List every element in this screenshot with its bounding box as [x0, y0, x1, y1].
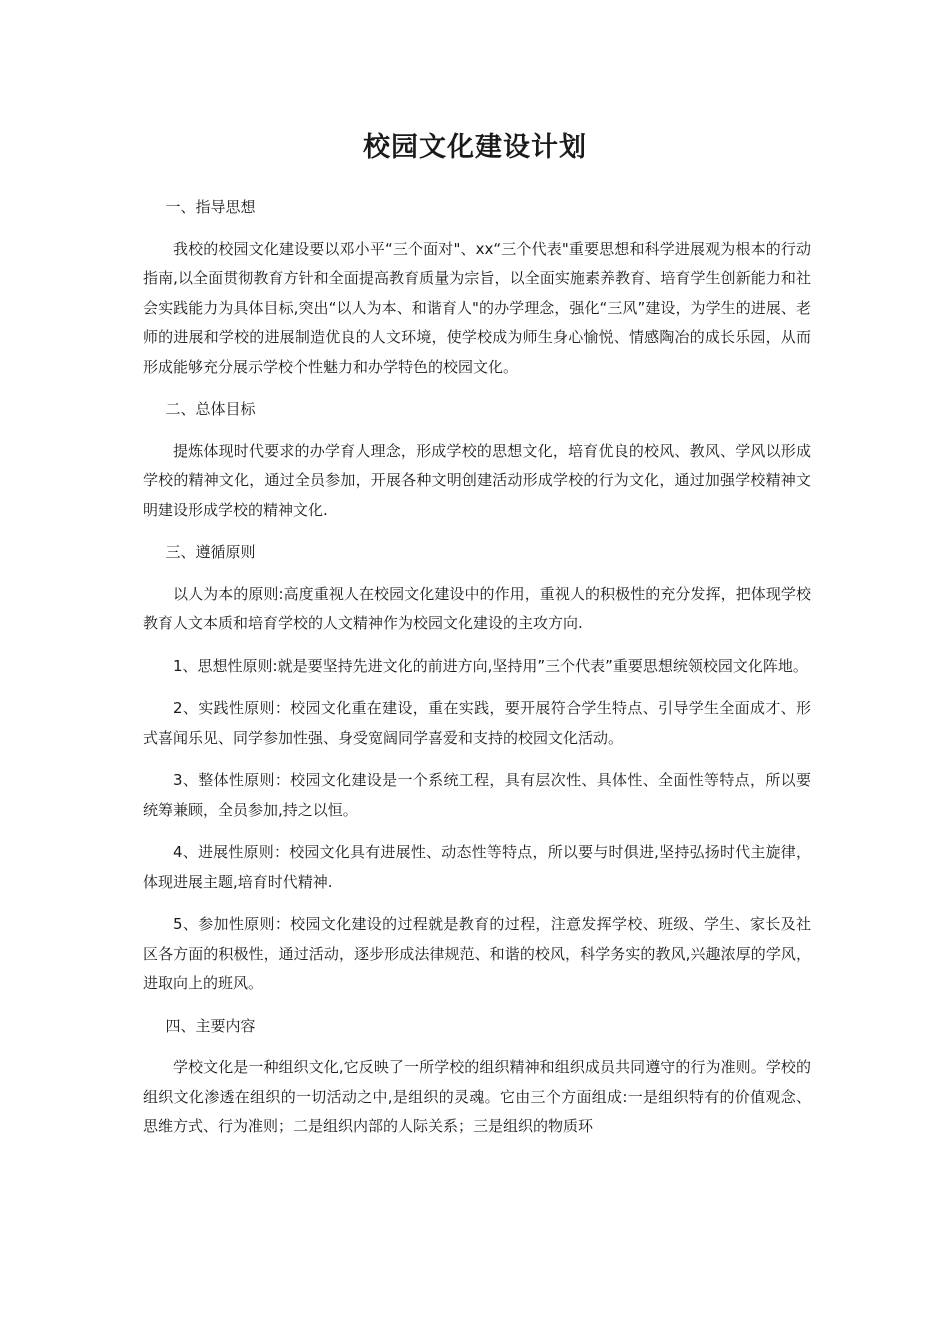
body-paragraph: 我校的校园文化建设要以邓小平“三个面对"、xx“三个代表"重要思想和科学进展观为根本的行动指南,以全面贯彻教育方针和全面提高教育质量为宗旨，以全面实施素养教育、培育学生创新能力和社会实践能力为具体目标,突出“以人为本、和谐育人"的办学理念，强化“三风”建设，为学生的进展、老师的进展和学校的进展制造优良的人文环境，使学校成为师生身心愉悦、情感陶冶的成长乐园，从而形成能够充分展示学校个性魅力和办学特色的校园文化。	[143, 239, 811, 376]
body-paragraph: 提炼体现时代要求的办学育人理念，形成学校的思想文化，培育优良的校风、教风、学风以形成学校的精神文化，通过全员参加，开展各种文明创建活动形成学校的行为文化，通过加强学校精神文明建设形成学校的精神文化.	[143, 441, 811, 519]
body-paragraph: 5、参加性原则：校园文化建设的过程就是教育的过程，注意发挥学校、班级、学生、家长及社区各方面的积极性，通过活动，逐步形成法律规范、和谐的校风，科学务实的教风,兴趣浓厚的学风，进取向上的班风。	[143, 915, 811, 992]
section-heading: 四、主要内容	[165, 1016, 256, 1035]
body-paragraph: 学校文化是一种组织文化,它反映了一所学校的组织精神和组织成员共同遵守的行为准则。学校的组织文化渗透在组织的一切活动之中,是组织的灵魂。它由三个方面组成:一是组织特有的价值观念、思维方式、行为准则；二是组织内部的人际关系；三是组织的物质环	[143, 1058, 811, 1135]
body-paragraph: 3、整体性原则：校园文化建设是一个系统工程，具有层次性、具体性、全面性等特点，所以要统筹兼顾，全员参加,持之以恒。	[143, 771, 811, 819]
body-paragraph: 1、思想性原则:就是要坚持先进文化的前进方向,坚持用”三个代表”重要思想统领校园文化阵地。	[173, 656, 808, 675]
document-body	[143, 193, 811, 1142]
section-heading: 二、总体目标	[165, 400, 256, 418]
section-heading: 三、遵循原则	[165, 543, 256, 561]
section-heading: 一、指导思想	[165, 198, 256, 216]
body-paragraph: 4、进展性原则：校园文化具有进展性、动态性等特点，所以要与时俱进,坚持弘扬时代主旋律，体现进展主题,培育时代精神.	[143, 843, 811, 891]
body-paragraph: 2、实践性原则：校园文化重在建设，重在实践，要开展符合学生特点、引导学生全面成才、形式喜闻乐见、同学参加性强、身受宽阔同学喜爱和支持的校园文化活动。	[143, 699, 811, 747]
body-paragraph: 以人为本的原则:高度重视人在校园文化建设中的作用，重视人的积极性的充分发挥，把体现学校教育人文本质和培育学校的人文精神作为校园文化建设的主攻方向.	[143, 584, 811, 632]
document-title: 校园文化建设计划	[363, 132, 587, 163]
